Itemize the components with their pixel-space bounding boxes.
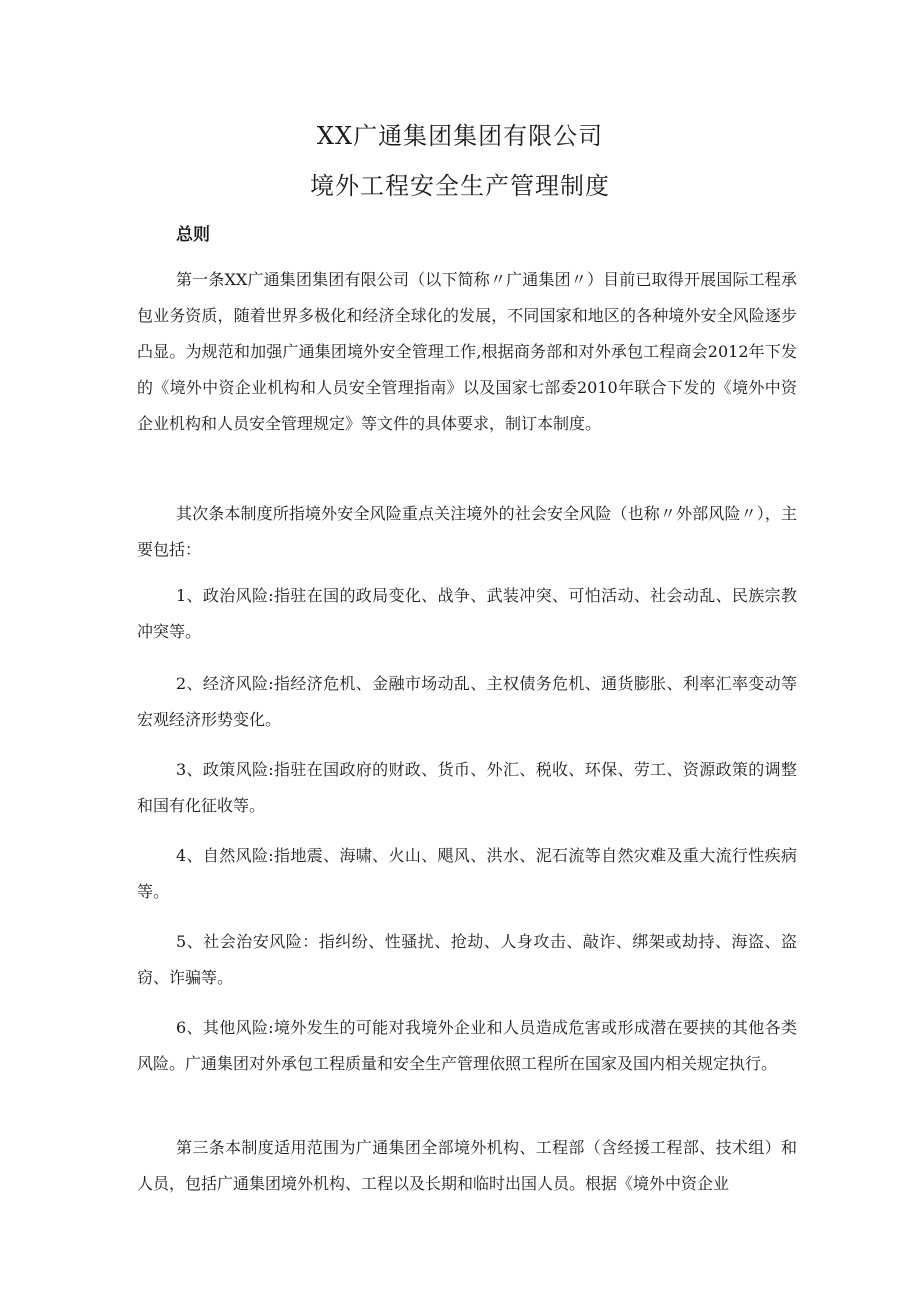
paragraph-economic-risk: 2、经济风险:指经济危机、金融市场动乱、主权债务危机、通货膨胀、利率汇率变动等宏观经济形势变化。 bbox=[137, 674, 797, 729]
paragraph-article-2: 其次条本制度所指境外安全风险重点关注境外的社会安全风险（也称〃外部风险〃），主要包括： bbox=[137, 504, 797, 559]
paragraph-article-3: 第三条本制度适用范围为广通集团全部境外机构、工程部（含经援工程部、技术组）和人员，包括广通集团境外机构、工程以及长期和临时出国人员。根据《境外中资企业 bbox=[137, 1138, 797, 1193]
paragraph-other-risk: 6、其他风险:境外发生的可能对我境外企业和人员造成危害或形成潜在要挟的其他各类风险。广通集团对外承包工程质量和安全生产管理依照工程所在国家及国内相关规定执行。 bbox=[137, 1018, 797, 1073]
document-title-regulation: 境外工程安全生产管理制度 bbox=[310, 172, 610, 200]
paragraph-article-1: 第一条XX广通集团集团有限公司（以下简称〃广通集团〃）目前已取得开展国际工程承包业务资质，随着世界多极化和经济全球化的发展，不同国家和地区的各种境外安全风险逐步凸显。为规范和加强广通集团境外安全管理工作,根据商务部和对外承包工程商会2012年下发的《境外中资企业机构和人员安全管理指南》以及国家七部委2010年联合下发的《境外中资企业机构和人员安全管理规定》等文件的具体要求，制订本制度。 bbox=[137, 270, 797, 433]
paragraph-natural-risk: 4、自然风险:指地震、海啸、火山、飓风、洪水、泥石流等自然灾难及重大流行性疾病等。 bbox=[137, 846, 797, 901]
document-title-company: XX广通集团集团有限公司 bbox=[316, 122, 604, 150]
section-heading-general: 总则 bbox=[176, 225, 210, 245]
paragraph-political-risk: 1、政治风险:指驻在国的政局变化、战争、武装冲突、可怕活动、社会动乱、民族宗教冲突等。 bbox=[137, 586, 797, 641]
paragraph-public-security-risk: 5、社会治安风险：指纠纷、性骚扰、抢劫、人身攻击、敲诈、绑架或劫持、海盗、盗窃、诈骗等。 bbox=[137, 932, 797, 987]
paragraph-policy-risk: 3、政策风险:指驻在国政府的财政、货币、外汇、税收、环保、劳工、资源政策的调整和国有化征收等。 bbox=[137, 760, 797, 815]
